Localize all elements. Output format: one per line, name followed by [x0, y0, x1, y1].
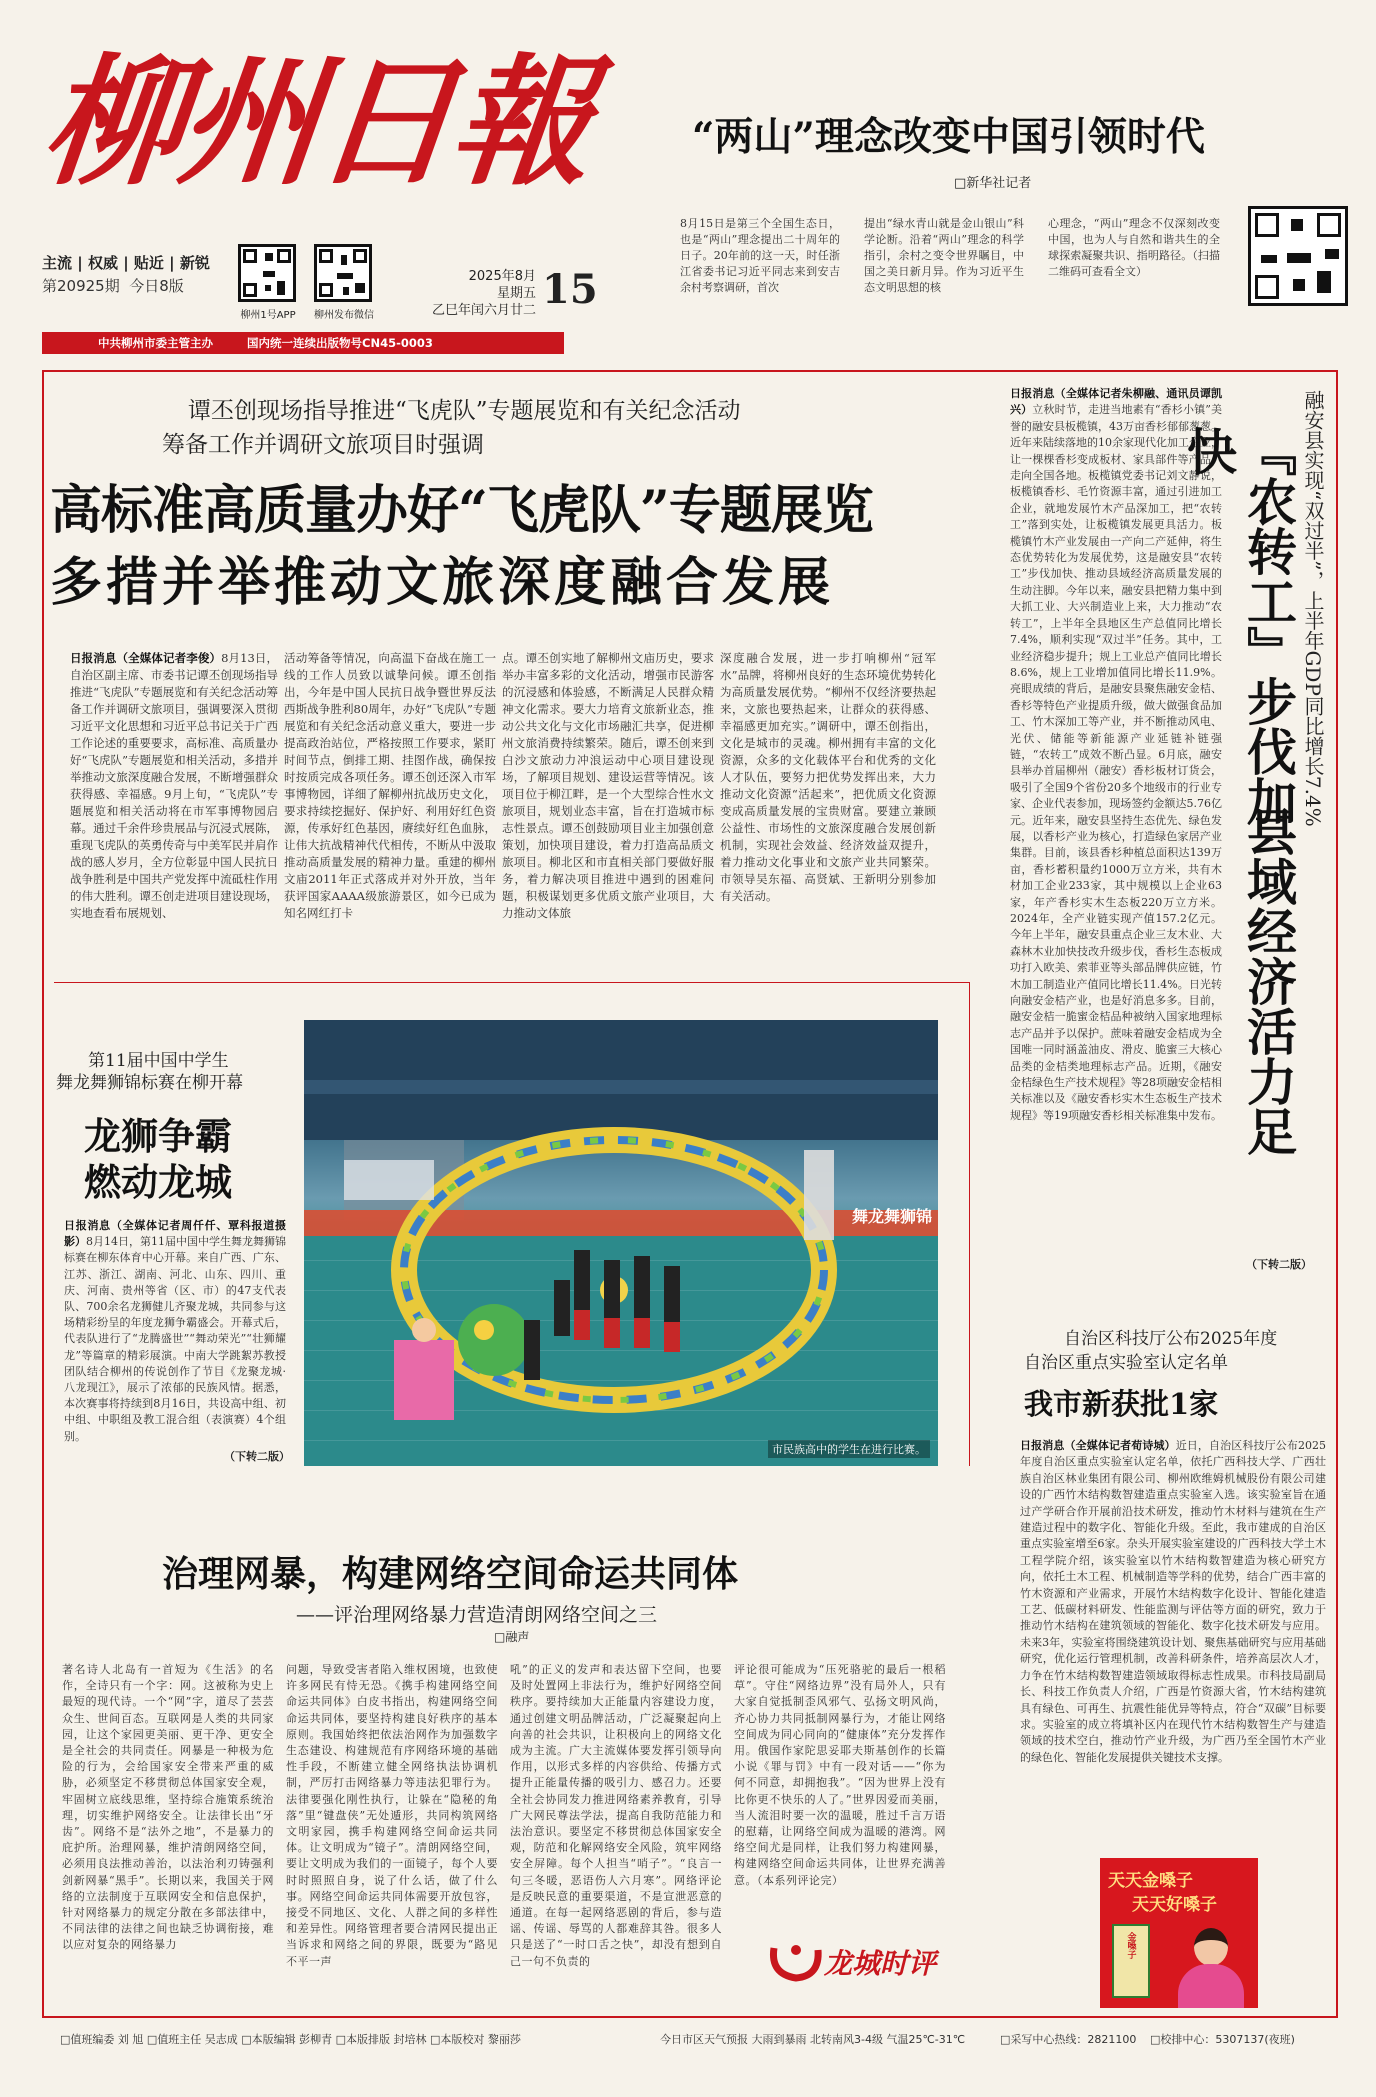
slogan-4: 新锐: [179, 254, 210, 272]
footer-hotline: □采写中心热线：2821100: [1000, 2033, 1137, 2046]
tech-story-body: 近日，自治区科技厅公布2025年度自治区重点实验室认定名单，依托广西科技大学、广西壮族自治区林业集团有限公司、柳州欧维姆机械股份有限公司建设的广西竹木结构数智建造重点实验室入选。该实验室旨在通过产学研合作开展前沿技术研发，推动竹木材料与建筑在生产建造过程中的数字化、智能化升级。至此，我市建成的自治区重点实验室增至6家。杂头开展实验室建设的广西科技大学土木工程学院介绍，该实验室以竹木结构数智建造为核心研究方向，依托土木工程、机械制造等学科的优势，结合广西丰富的竹木资源和产业需求，开展竹木结构数字化设计、智能化建造工艺、低碳材料研发、性能监测与评估等方面的研究，致力于推动竹木结构在建筑领域的智能化、数字化技术研发与应用。未来3年，实验室将围绕建筑设计划、聚焦基础研究与应用基础研究，优化运行管理机制，改善科研条件，培养高层次人才，力争在竹木结构数智建造领域取得标志性成果。市科技局副局长、科技工作负责人介绍，广西是竹资源大省，竹木结构建筑具有绿色、可再生、抗震性能优异等特点，符合“双碳”目标要求。实验室的成立将填补区内在现代竹木结构数智生产与建造领域的技术空白，推动竹产业升级，为广西乃至全国竹木产业的绿色化、智能化发展提供关键技术支撑。: [1020, 1439, 1326, 1764]
ad-line-2: 天天好嗓子: [1132, 1895, 1217, 1915]
lion-byline: 日报消息（全媒体记者周仟仟、覃科报道摄影）: [64, 1219, 286, 1249]
right-story-body: 立秋时节，走进当地素有“香杉小镇”美誉的融安县板榄镇，43万亩香杉郁郁葱葱。近年来陆续落地的10余家现代化加工企业，让一棵棵香杉变成板材、家具部件等产品，走向全国各地。板榄镇党委书记刘文静说，板榄镇香杉、毛竹资源丰富，通过引进加工企业，就地发展竹木产品深加工，把“农转工”落到实处，让板榄镇发展更具活力。板榄镇竹木产业发展由一产向二产延伸，将生态优势转化为发展优势，这是融安县“农转工”步伐加快、推动县域经济高质量发展的生动注脚。今年以来，融安县把精力集中到大抓工业、大兴制造业上来，大力推动“农转工”，上半年全县地区生产总值同比增长7.4%，顺利实现“双过半”任务。其中，工业经济稳步提升；规上工业总产值同比增长8.6%，规上工业增加值同比增长11.9%。亮眼成绩的背后，是融安县聚焦融安金桔、香杉等特色产业提质升级，做大做强食品加工、竹木深加工等产业，并不断推动风电、光伏、储能等新能源产业延链补链强链，“农转工”成效不断凸显。6月底，融安县举办首届柳州（融安）香杉板材订货会，吸引了全国9个省份20多个地级市的行业专家、企业代表参加，现场签约金额达5.76亿元。近年来，融安县坚持生态优先、绿色发展，以香杉产业为核心，打造绿色家居产业集群。目前，该县香杉种植总面积达139万亩，香杉蓄积量约1000万立方米，共有木材加工企业233家，其中规模以上企业63家，年产香杉实木生态板220万立方米。2024年，全产业链实现产值157.2亿元。今年上半年，融安县重点企业三友木业、大森林木业加快技改升级步伐，香杉生态板成功打入欧美、索菲亚等头部品牌供应链，竹木加工制造业产值同比增长11.4%。日光转向融安金桔产业，也是好消息多多。目前，融安金桔一脆蜜金桔品种被纳入国家地理标志产品并予以保护。蔗味着融安金桔成为全国唯一同时涵盖油皮、滑皮、脆蜜三大核心品类的金桔类地理标志产品。近期，《融安金桔绿色生产技术规程》等28项融安金桔相关标准以及《融安香杉实木生态板生产技术规程》等19项融安香杉相关标准集中发布。: [1010, 403, 1222, 1122]
footer-staff: □值班编委 刘 旭 □值班主任 吴志成 □本版编辑 彭柳青 □本版排版 封培林 □本版校对 黎丽莎: [60, 2033, 521, 2046]
top-story-col-2: 提出“绿水青山就是金山银山”科学论断。沿着“两山”理念的科学指引，余村之变令世界瞩目，中国之美日新月异。作为习近平生态文明思想的核: [864, 217, 1024, 294]
photo-illustration: [304, 1020, 938, 1466]
issue-number: 第20925期: [42, 277, 120, 295]
lion-story-text: [64, 1218, 286, 1444]
lead-story: [50, 386, 990, 961]
right-story-continue[interactable]: （下转二版）: [1246, 1258, 1312, 1271]
qr-code-wechat[interactable]: [314, 244, 372, 302]
dragon-dance-photo[interactable]: [304, 1020, 938, 1466]
commentary: [54, 1542, 994, 2012]
lead-col-4: 深度融合发展，进一步打响柳州“冠军水”品牌，将柳州良好的生态环境优势转化为高质量发展优势。“柳州不仅经济要热起来，文旅也要热起来，让群众的获得感、幸福感更加充实。”调研中，谭丕创指出，文化是城市的灵魂。柳州拥有丰富的文化资源，众多的文化载体平台和优秀的文化人才队伍，要努力把优势发挥出来，大力推动文化资源“活起来”，把优质文化资源变成高质量发展的宝贵财富。要建立兼顾公益性、市场性的文旅深度融合发展创新机制，实现社会效益、经济效益双提升，着力推动文化事业和文旅产业共同繁荣。市领导吴东福、高贤斌、王新明分别参加有关活动。: [720, 651, 936, 903]
commentary-headline[interactable]: 治理网暴，构建网络空间命运共同体: [162, 1553, 739, 1595]
tech-kicker-1: 自治区科技厅公布2025年度: [1064, 1329, 1278, 1349]
sponsor-text: 中共柳州市委主管主办: [98, 336, 213, 350]
commentary-col-3: 吼”的正义的发声和表达留下空间，也要及时处置网上非法行为，维护好网络空间秩序。要持续加大正能量内容建设力度，通过创建文明品牌活动，广泛凝聚起向上向善的社会共识，让积极向上的网络文化成为主流。广大主流媒体要发挥引领导向作用，以形式多样的内容供给、传播方式提升正能量传播的吸引力、感召力。还要全社会协同发力推进网络素养教育，引导广大网民尊法学法，提高自我防范能力和法治意识。要坚定不移贯彻总体国家安全观，防范和化解网络安全风险，筑牢网络安全屏障。每个人担当“哨子”。“良言一句三冬暖，恶语伤人六月寒”。网络评论是反映民意的重要渠道，不是宣泄恶意的通道。在每一起网络恶剧的背后，参与造谣、传谣、辱骂的人都难辞其咎。很多人只是送了“一时口舌之快”，却没有想到自己一句不负责的: [510, 1663, 722, 1968]
slogan-3: 贴近: [133, 254, 164, 272]
tech-story: [1010, 1320, 1330, 1860]
tech-story-text: [1020, 1438, 1326, 1858]
qr2-label: 柳州发布微信: [314, 310, 374, 321]
lead-kicker-1: 谭丕创现场指导推进“飞虎队”专题展览和有关纪念活动: [188, 398, 741, 424]
lion-kicker-1: 第11届中国中学生: [88, 1051, 229, 1071]
tech-headline[interactable]: 我市新获批1家: [1024, 1387, 1219, 1421]
lion-kicker-2: 舞龙舞狮锦标赛在柳开幕: [56, 1073, 243, 1093]
date-weekday: 星期五: [496, 286, 536, 301]
lead-col-2: 活动筹备等情况，向高温下奋战在施工一线的工作人员致以诚挚问候。谭丕创指出，今年是中国人民抗日战争暨世界反法西斯战争胜利80周年，办好“飞虎队”专题展览和有关纪念活动意义重大，要进一步提高政治站位，严格按照工作要求，紧盯时间节点，倒排工期、挂图作战，确保按时按质完成各项任务。谭丕创还深入市军事博物园，详细了解柳州抗战历史文化，要求持续挖掘好、保护好、利用好红色资源，传承好红色基因，赓续好红色血脉，让伟大抗战精神代代相传，不断从中汲取推动高质量发展的精神力量。重建的柳州文庙2011年正式落成并对外开放，当年获评国家AAAA级旅游景区，如今已成为知名网红打卡: [284, 651, 496, 920]
date-block: [426, 268, 536, 319]
top-story-title[interactable]: “两山”理念改变中国引领时代: [692, 114, 1205, 160]
slogan-2: 权威: [87, 254, 118, 272]
date-day: 15: [542, 266, 598, 313]
footer-weather: 今日市区天气预报 大雨到暴雨 北转南风3-4级 气温25℃-31℃: [660, 2033, 966, 2046]
ad-line-1: 天天金嗓子: [1108, 1871, 1193, 1891]
top-story-col-3: 心理念，“两山”理念不仅深刻改变中国，也为人与自然和谐共生的全球探索凝聚共识、指明路径。（扫描二维码可查看全文）: [1048, 217, 1220, 278]
ad-product-box: [1112, 1924, 1150, 1998]
newspaper-logo: 柳州日報: [35, 41, 597, 205]
right-story-byline: 日报消息（全媒体记者朱柳融、通讯员谭凯兴）: [1010, 387, 1222, 417]
footer: [42, 2026, 1338, 2056]
commentary-author: □融声: [494, 1630, 530, 1644]
right-story-text: [1010, 386, 1222, 1256]
lead-headline-1[interactable]: 高标准高质量办好“飞虎队”专题展览: [50, 480, 873, 541]
commentary-logo: [766, 1936, 966, 1986]
cn-code: 国内统一连续出版物号CN45-0003: [247, 336, 433, 350]
commentary-logo-text: 龙城时评: [824, 1947, 937, 1980]
ad-brand: 金嗓子: [1125, 1932, 1136, 1959]
lion-headline-1[interactable]: 龙狮争霸: [84, 1114, 232, 1158]
right-story: [1010, 386, 1330, 1286]
commentary-col-1: 著名诗人北岛有一首短为《生活》的名作，全诗只有一个字：网。这被称为史上最短的现代诗。一个“网”字，道尽了芸芸众生、世间百态。互联网是人类的共同家园，让这个家园更美丽、更干净、更安全是全社会的共同责任。网暴是一种极为危险的行为，会给国家安全带来严重的威胁，必须坚定不移贯彻总体国家安全观，牢固树立底线思维，坚持综合施策系统治理，切实维护网络安全。让法律长出“牙齿”。网络不是“法外之地”，不是暴力的庇护所。治理网暴，维护清朗网络空间，必须用良法推动善治，以法治利刃铸强利剑新网暴“黑手”。长期以来，我国关于网络的立法制度于互联网安全和信息保护，针对网络暴力的规定分散在多部法律中，不同法律的法律之间也缺乏协调衔接，难以应对复杂的网络暴力: [62, 1663, 274, 1952]
ad-person: [1170, 1928, 1250, 2008]
commentary-subhead: ——评治理网络暴力营造清朗网络空间之三: [296, 1604, 658, 1626]
lead-kicker-2: 筹备工作并调研文旅项目时强调: [162, 432, 484, 458]
top-story-byline: □新华社记者: [954, 176, 1032, 191]
qr1-label: 柳州1号APP: [240, 310, 296, 321]
top-story-qr-code[interactable]: [1248, 206, 1348, 306]
lion-story-body: 8月14日，第11届中国中学生舞龙舞狮锦标赛在柳东体育中心开幕。来自广西、广东、江苏、浙江、湖南、河北、山东、四川、重庆、河南、贵州等省（区、市）的47支代表队、700余名龙狮健儿齐聚龙城，共同参与这场精彩纷呈的年度龙狮争霸盛会。开幕式后，代表队进行了“龙腾盛世”“舞动荣光”“壮狮耀龙”等篇章的精彩展演。中南大学跳絮苏教授团队结合柳州的传说创作了节目《龙聚龙城·八龙现江》，展示了浓郁的民族风情。据悉，本次赛事将持续到8月16日，共设高中组、初中组、中职组及教工混合组（表演赛）4个组别。: [64, 1235, 286, 1443]
page-count: 今日8版: [129, 277, 184, 295]
lead-col-1-text: 8月13日，自治区副主席、市委书记谭丕创现场指导推进“飞虎队”专题展览和有关纪念活动筹备工作并调研文旅项目，强调要深入贯彻习近平文化思想和习近平总书记关于广西工作论述的重要要求，高标准、高质量办好“飞虎队”专题展览和相关活动，多措并举推动文旅深度融合发展，不断增强群众获得感、幸福感。9月上旬，“飞虎队”专题展览和相关活动将在市军事博物园启幕。通过千余件珍贵展品与沉浸式展陈，重现飞虎队的英勇传奇与中美军民并肩作战的感人岁月，全方位彰显中国人民抗日战争胜利是中国共产党发挥中流砥柱作用的伟大胜利。谭丕创走进项目建设现场，实地查看布展规划、: [70, 651, 278, 920]
lion-headline-2[interactable]: 燃动龙城: [84, 1160, 232, 1204]
right-story-headline-1[interactable]: 『农转工』步伐加快: [1179, 426, 1298, 826]
slogan: 主流 | 权威 | 贴近 | 新锐: [42, 254, 210, 272]
photo-caption: 市民族高中的学生在进行比赛。: [768, 1440, 930, 1458]
slogan-1: 主流: [42, 254, 73, 272]
right-story-headline-2[interactable]: 县域经济活力足: [1239, 806, 1298, 1156]
right-story-kicker: 融安县实现“双过半”，上半年GDP同比增长7.4%: [1301, 390, 1325, 827]
commentary-col-2: 问题，导致受害者陷入维权困境，也致使许多网民有恃无恐。《携手构建网络空间命运共同体》白皮书指出，构建网络空间命运共同体，要坚持构建良好秩序的基本原则。我国始终把依法治网作为加强数字生态建设、构建规范有序网络环境的基础性手段，不断建立健全网络执法协调机制，严厉打击网络暴力等违法犯罪行为。法律要强化刚性执行，让躲在“隐秘的角落”里“键盘侠”无处遁形，共同构筑网络文明家园，携手构建网络空间命运共同体。让文明成为“镜子”。清朗网络空间，要让文明成为我们的一面镜子，每个人要时时照照自身，说了什么话，做了什么事。网络空间命运共同体需要开放包容，接受不同地区、文化、人群之间的多样性和差异性。网络管理者要合清网民提出正当诉求和网络之间的界限，既要为“路见不平一声: [286, 1663, 498, 1968]
commentary-logo-icon: [766, 1938, 826, 1984]
masthead-red-strip: [42, 332, 564, 354]
lead-col-3: 点。谭丕创实地了解柳州文庙历史，要求举办丰富多彩的文化活动，增强市民游客的沉浸感和体验感，不断满足人民群众精神文化需求。要大力培育文旅新业态，推动公共文化与文化市场融汇共享，促进柳州文旅消费持续繁荣。随后，谭丕创来到白沙文旅动力冲浪运动中心项目建设现场，了解项目规划、建设运营等情况。该项目位于柳江畔，是一个大型综合性水文旅项目，规划业态丰富，旨在打造城市标志性景点。谭丕创鼓励项目业主加强创意策划，加快项目建设，着力打造高品质文旅项目。柳北区和市直相关部门要做好服务，着力解决项目推进中遇到的困难问题，积极谋划更多优质文旅产业项目，大力推动文体旅: [502, 651, 714, 920]
date-year-month: 2025年8月: [468, 269, 536, 284]
top-story-col-1: 8月15日是第三个全国生态日，也是“两山”理念提出二十周年的日子。20年前的这一天，时任浙江省委书记习近平同志来到安吉余村考察调研，首次: [680, 217, 840, 294]
top-story: [680, 96, 1340, 326]
date-lunar: 乙巳年闰六月廿二: [431, 303, 536, 318]
lion-continue[interactable]: （下转二版）: [224, 1450, 290, 1463]
photo-banner-text: 舞龙舞狮锦: [852, 1207, 933, 1226]
tech-kicker-2: 自治区重点实验室认定名单: [1024, 1353, 1228, 1373]
commentary-col-4: 评论很可能成为“压死骆驼的最后一根稻草”。守住“网络边界”没有局外人，只有大家自觉抵制歪风邪气、弘扬文明风尚，齐心协力共同抵制网暴行为，才能让网络空间成为同心同向的“健康体”充分发挥作用。俄国作家陀思妥耶夫斯基创作的长篇小说《罪与罚》中有一段对话——“你为何不同意，却拥抱我”。“因为世界上没有比你更不快乐的人了。”世界因爱而美丽，当人流泪时要一次的温暖，胜过千言万语的慰藉，让网络空间成为温暖的港湾。网络空间尤是同样，让我们努力构建网暴，构建网络空间命运共同体，让世界充满善意。（本系列评论完）: [734, 1663, 946, 1887]
issue-line: [42, 275, 184, 296]
lead-byline: 日报消息（全媒体记者李俊）: [70, 651, 222, 665]
lion-story: [56, 1040, 288, 1470]
tech-byline: 日报消息（全媒体记者荀诗城）: [1020, 1439, 1176, 1452]
advertisement[interactable]: [1100, 1858, 1258, 2008]
footer-layout-center: □校排中心：5307137(夜班): [1150, 2033, 1295, 2046]
lead-headline-2[interactable]: 多措并举推动文旅深度融合发展: [50, 552, 835, 613]
qr-code-app[interactable]: [238, 244, 296, 302]
lead-col-1: [70, 650, 278, 960]
